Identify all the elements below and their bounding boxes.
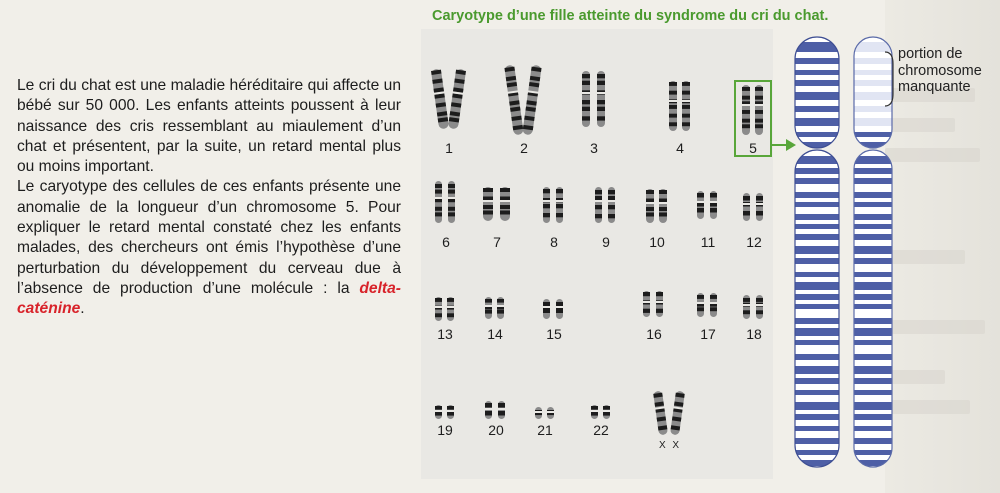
chromosome-pair-16: [640, 290, 668, 318]
pair-number-17: 17: [700, 326, 716, 342]
pair-number-12: 12: [746, 234, 762, 250]
chromosome-pair-15: [540, 298, 568, 320]
paragraph-caryotype: [17, 177, 401, 319]
chromosome-pair-17: [694, 292, 722, 318]
chromosome-pair-glyph: [740, 192, 768, 222]
pair-number-2: 2: [520, 140, 528, 156]
chromosome-pair-sex: [652, 390, 688, 436]
chromosome-pair-glyph: [482, 296, 508, 320]
pair-number-21: 21: [537, 422, 553, 438]
chromosome-pair-glyph: [694, 190, 722, 220]
paragraph-caryotype-text: Le caryotype des cellules de ces enfants présente une anomalie de la longueur d’un chromosome 5. Pour expliquer le retard mental constaté chez les enfants malades, des chercheurs ont émis l’hypothèse d’une perturbation du développement du cerveau due à l’absence de production d’une molécule : la: [17, 178, 401, 297]
chromosome-pair-glyph: [588, 404, 614, 420]
pair-number-13: 13: [437, 326, 453, 342]
keyword-delta-catenine: delta-caténine: [17, 279, 401, 318]
pair-number-20: 20: [488, 422, 504, 438]
pair-number-6: 6: [442, 234, 450, 250]
chromosome-pair-glyph: [432, 404, 458, 420]
pair-number-4: 4: [676, 140, 684, 156]
chromosome-pair-glyph: [642, 188, 672, 224]
chromosome-pair-6: [432, 180, 460, 224]
chromosome-pair-20: [482, 400, 510, 420]
missing-portion-label: portion de chromosome manquante: [898, 46, 982, 95]
pair-number-10: 10: [649, 234, 665, 250]
chromosome-pair-glyph: [540, 298, 568, 320]
chromosome-pair-glyph: [665, 80, 695, 132]
chromosome-pair-glyph: [504, 64, 544, 136]
chromosome-pair-glyph: [694, 292, 722, 318]
chromosome-pair-glyph: [478, 186, 516, 222]
chromosome-pair-11: [694, 190, 722, 220]
chromosome-pair-7: [478, 186, 516, 222]
chromosome-pair-glyph: [430, 68, 468, 130]
chromosome-pair-2: [504, 64, 544, 136]
pair-number-8: 8: [550, 234, 558, 250]
chromosome-pair-glyph: [640, 290, 668, 318]
chromosome-pair-glyph: [432, 296, 458, 322]
pair-number-7: 7: [493, 234, 501, 250]
chromosome-pair-glyph: [652, 390, 688, 436]
chromosome-pair-8: [540, 186, 568, 224]
pair-number-18: 18: [746, 326, 762, 342]
paragraph-end: .: [80, 300, 85, 318]
pair-number-15: 15: [546, 326, 562, 342]
pair-number-14: 14: [487, 326, 503, 342]
chromosome-pair-12: [740, 192, 768, 222]
pair-number-16: 16: [646, 326, 662, 342]
chromosome-pair-19: [432, 404, 458, 420]
figure-caption: Caryotype d’une fille atteinte du syndrome du cri du chat.: [432, 8, 829, 24]
chromosome-pair-3: [578, 70, 610, 128]
missing-portion-bracket: [883, 50, 897, 108]
chromosome-pair-14: [482, 296, 508, 320]
chromosome-pair-13: [432, 296, 458, 322]
explanation-text: [17, 76, 401, 320]
paragraph-cri-du-chat: Le cri du chat est une maladie héréditaire qui affecte un bébé sur 50 000. Les enfants atteints poussent à leur naissance des cris ressemblant au miaulement d’un chat et présentent, par la suite, un retard mental plus ou moins important.: [17, 77, 401, 176]
chromosome-pair-glyph: [540, 186, 568, 224]
chromosome-pair-glyph: [482, 400, 510, 420]
chromosome-pair-glyph: [432, 180, 460, 224]
chromosome-pair-10: [642, 188, 672, 224]
pair-number-22: 22: [593, 422, 609, 438]
chromosome-pair-21: [532, 406, 558, 420]
pair-number-11: 11: [700, 234, 716, 250]
chromosome-pair-18: [740, 294, 768, 320]
pair-number-3: 3: [590, 140, 598, 156]
chromosome-pair-glyph: [578, 70, 610, 128]
pair-number-9: 9: [602, 234, 610, 250]
pair-number-19: 19: [437, 422, 453, 438]
chromosome-pair-4: [665, 80, 695, 132]
arrow-icon: [772, 138, 796, 152]
chromosome-pair-1: [430, 68, 468, 130]
pair-number-1: 1: [445, 140, 453, 156]
chromosome-pair-glyph: [592, 186, 620, 224]
chromosome-5-highlight: [734, 80, 772, 157]
pair-number-sex: X X: [658, 440, 682, 451]
chromosome-pair-glyph: [532, 406, 558, 420]
chromosome-pair-glyph: [740, 294, 768, 320]
chromosome-pair-22: [588, 404, 614, 420]
pair-number-5: 5: [749, 140, 757, 156]
chromosome-pair-9: [592, 186, 620, 224]
chromosome-5-normal: [794, 36, 840, 468]
